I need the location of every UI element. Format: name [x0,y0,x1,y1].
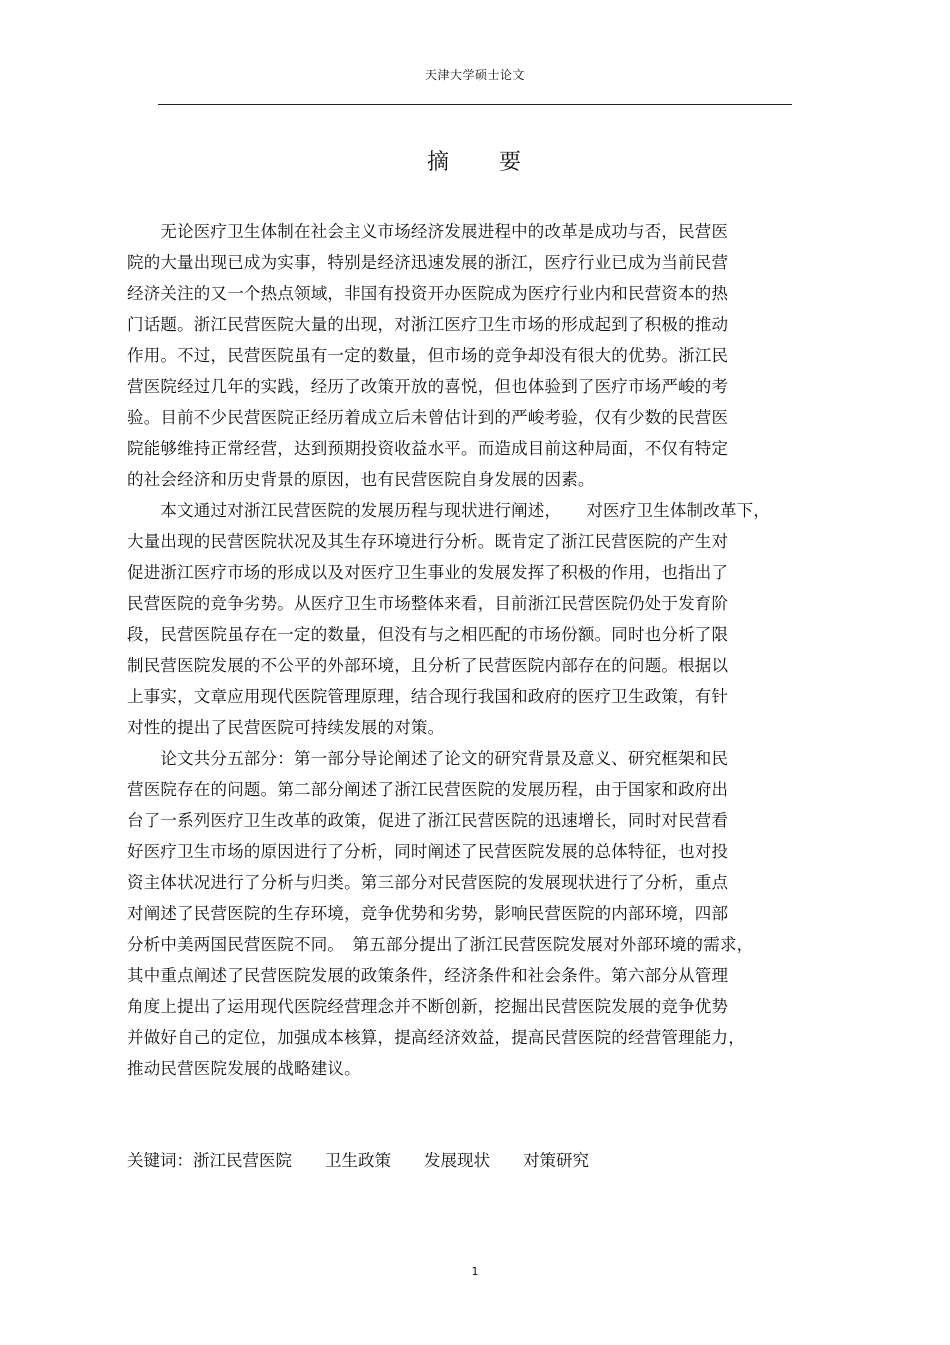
body-line: 上事实，文章应用现代医院管理原理，结合现行我国和政府的医疗卫生政策，有针 [127,687,729,706]
body-line: 院的大量出现已成为实事，特别是经济迅速发展的浙江，医疗行业已成为当前民营 [127,253,729,272]
body-line: 大量出现的民营医院状况及其生存环境进行分析。既肯定了浙江民营医院的产生对 [127,532,729,551]
body-line: 本文通过对浙江民营医院的发展历程与现状进行阐述， 对医疗卫生体制改革下， [127,501,771,520]
body-line: 分析中美两国民营医院不同。 第五部分提出了浙江民营医院发展对外部环境的需求， [127,935,754,954]
body-line: 好医疗卫生市场的原因进行了分析，同时阐述了民营医院发展的总体特征，也对投 [127,842,729,861]
body-line: 对阐述了民营医院的生存环境，竞争优势和劣势，影响民营医院的内部环境，四部 [127,904,729,923]
body-line: 门话题。浙江民营医院大量的出现，对浙江医疗卫生市场的形成起到了积极的推动 [127,315,729,334]
body-line: 论文共分五部分：第一部分导论阐述了论文的研究背景及意义、研究框架和民 [127,749,729,768]
body-line: 并做好自己的定位，加强成本核算，提高经济效益，提高民营医院的经营管理能力， [127,1028,745,1047]
body-line: 段，民营医院虽存在一定的数量，但没有与之相匹配的市场份额。同时也分析了限 [127,625,729,644]
body-line: 经济关注的又一个热点领域，非国有投资开办医院成为医疗行业内和民营资本的热 [127,284,729,303]
page-number: 1 [471,1265,479,1278]
body-line: 无论医疗卫生体制在社会主义市场经济发展进程中的改革是成功与否，民营医 [127,222,729,241]
body-line: 民营医院的竞争劣势。从医疗卫生市场整体来看，目前浙江民营医院仍处于发育阶 [127,594,729,613]
header-divider [158,104,792,105]
running-header: 天津大学硕士论文 [424,68,525,82]
body-line: 院能够维持正常经营，达到预期投资收益水平。而造成目前这种局面，不仅有特定 [127,439,729,458]
body-line: 资主体状况进行了分析与归类。第三部分对民营医院的发展现状进行了分析，重点 [127,873,729,892]
keywords-line: 关键词：浙江民营医院 卫生政策 发展现状 对策研究 [127,1151,589,1170]
body-line: 的社会经济和历史背景的原因，也有民营医院自身发展的因素。 [127,470,595,489]
body-line: 台了一系列医疗卫生改革的政策，促进了浙江民营医院的迅速增长，同时对民营看 [127,811,729,830]
body-line: 角度上提出了运用现代医院经营理念并不断创新，挖掘出民营医院发展的竞争优势 [127,997,729,1016]
body-line: 作用。不过，民营医院虽有一定的数量，但市场的竞争却没有很大的优势。浙江民 [127,346,729,365]
body-line: 其中重点阐述了民营医院发展的政策条件，经济条件和社会条件。第六部分从管理 [127,966,729,985]
body-line: 营医院存在的问题。第二部分阐述了浙江民营医院的发展历程，由于国家和政府出 [127,780,729,799]
body-line: 推动民营医院发展的战略建议。 [127,1059,361,1078]
body-line: 营医院经过几年的实践，经历了改策开放的喜悦，但也体验到了医疗市场严峻的考 [127,377,729,396]
body-line: 对性的提出了民营医院可持续发展的对策。 [127,718,445,737]
body-line: 验。目前不少民营医院正经历着成立后未曾估计到的严峻考验，仅有少数的民营医 [127,408,729,427]
body-line: 制民营医院发展的不公平的外部环境，且分析了民营医院内部存在的问题。根据以 [127,656,729,675]
abstract-body [127,216,817,1084]
abstract-title: 摘 要 [426,150,523,175]
body-line: 促进浙江医疗市场的形成以及对医疗卫生事业的发展发挥了积极的作用，也指出了 [127,563,729,582]
